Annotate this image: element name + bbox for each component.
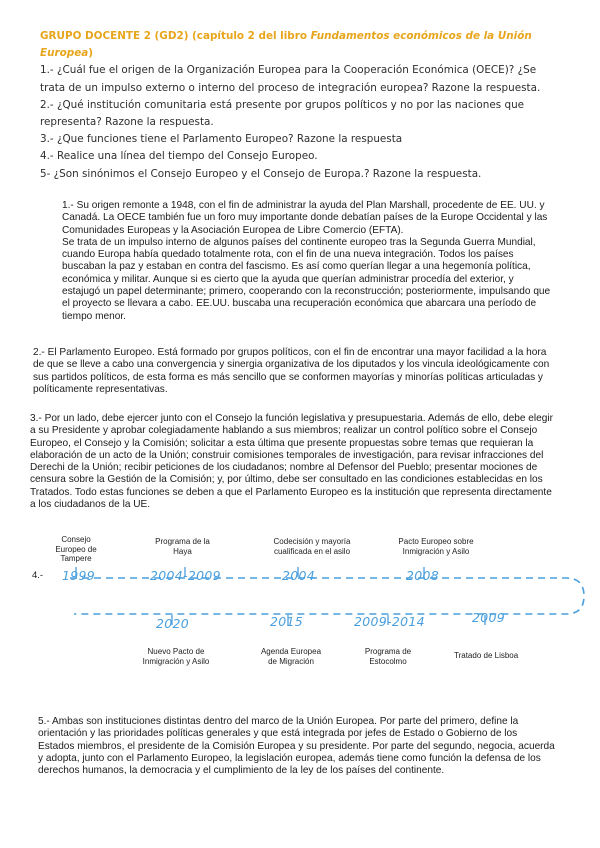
year-2004: 2004 [282, 568, 316, 583]
year-2004-2009: 2004-2009 [150, 568, 221, 583]
timeline-label-estocolmo: Programa de Estocolmo [364, 647, 412, 666]
question-1: 1.- ¿Cuál fue el origen de la Organización Europea para la Cooperación Económica (OECE)? ¿Se trata de un impulso externo o interno del proceso de integración europea? Razone la respuesta. [40, 64, 541, 94]
year-2015: 2015 [270, 614, 304, 629]
timeline-label-codecision: Codecisión y mayoría cualificada en el asilo [273, 537, 351, 556]
book-title: Fundamentos económicos de la Unión Europea [40, 30, 532, 60]
timeline-label-nuevo-pacto: Nuevo Pacto de Inmigración y Asilo [142, 647, 210, 666]
year-2020: 2020 [156, 616, 190, 631]
question-3: 3.- ¿Que funciones tiene el Parlamento Europeo? Razone la respuesta [40, 133, 403, 146]
question-4: 4.- Realice una línea del tiempo del Consejo Europeo. [40, 150, 318, 163]
questions-block [40, 28, 560, 183]
year-1999: 1999 [62, 568, 96, 583]
year-2009: 2009 [472, 610, 506, 625]
timeline-label-agenda: Agenda Europea de Migración [260, 647, 322, 666]
timeline-label-lisboa: Tratado de Lisboa [454, 651, 519, 660]
timeline-label-tampere: Consejo Europeo de Tampere [55, 535, 97, 563]
answer-1-paragraph-2: Se trata de un impulso interno de algunos países del continente europeo tras la Segunda Guerra Mundial, cuando Europa había quedado totalmente rota, con el fin de una nueva integración. Todos los países buscaban la paz y estaban en contra del fascismo. Es así como querían llegar a una hegemonía política, económica y militar. Aunque si es cierto que la ayuda que querían administrar procedía del exterior, y estajugó un papel determinante; primero, cooperando con la reconstrucción; posteriormente, impulsando que el proyecto se llevara a cabo. EE.UU. buscaba una recuperación económica que abarcara una período de tiempo menor. [62, 236, 551, 322]
year-2008: 2008 [406, 568, 440, 583]
question-2: 2.- ¿Qué institución comunitaria está presente por grupos políticos y no por las naciones que representa? Razone la respuesta. [40, 98, 525, 129]
timeline-label-pacto: Pacto Europeo sobre Inmigración y Asilo [398, 537, 474, 556]
answer-2: 2.- El Parlamento Europeo. Está formado por grupos políticos, con el fin de encontrar una mayor facilidad a la hora de que se lleve a cabo una convergencia y sinergia organizativa de los diputados y los vincula ideológicamente con sus partidos políticos, de esta forma es más sencillo que se conformen mayorías y minorías políticas articuladas y políticamente representativas. [33, 347, 550, 395]
year-2009-2014: 2009-2014 [354, 614, 425, 629]
question-5: 5- ¿Son sinónimos el Consejo Europeo y el Consejo de Europa.? Razone la respuesta. [40, 167, 482, 180]
timeline-line [70, 578, 584, 614]
answer-1-paragraph-1: 1.- Su origen remonte a 1948, con el fin de administrar la ayuda del Plan Marshall, procedente de EE. UU. y Canadá. La OECE también fue un foro muy importante donde debatían países de la Europe Occidental y las Comunidades Europeas y la Asociación Europea de Libre Comercio (EFTA). [62, 200, 548, 236]
timeline [0, 530, 600, 670]
timeline-label-haya: Programa de la Haya [155, 537, 210, 556]
answer-1 [62, 200, 552, 323]
assignment-title: GRUPO DOCENTE 2 (GD2) (capítulo 2 del libro Fundamentos económicos de la Unión Europea) [40, 30, 532, 60]
answer-3: 3.- Por un lado, debe ejercer junto con el Consejo la función legislativa y presupuestaria. Además de ello, debe elegir a su Presidente y aprobar colegiadamente hablando a sus miembros; realizar un control político sobre el Consejo Europeo, el Consejo y la Comisión; solicitar a esta última que presente propuestas sobre temas que requieran la elaboración de un acto de la Unión; construir comisiones temporales de investigación, para revisar infracciones del Derechi de la Unión; recibir peticiones de los ciudadanos; nombre al Defensor del Pueblo; presentar mociones de censura sobre la Gestión de la Comisión; y, por último, debe ser consultado en las condiciones establecidas en los Tratados. Todo estas funciones se deben a que el Parlamento Europeo es la institución que representa directamente a los ciudadanos de la UE. [30, 413, 553, 511]
timeline-number: 4.- [32, 570, 44, 581]
answer-5: 5.- Ambas son instituciones distintas dentro del marco de la Unión Europea. Por parte del primero, define la orientación y las prioridades políticas generales y que está integrada por jefes de Estado o Gobierno de los Estados miembros, el presidente de la Comisión Europea y su presidente. Por parte del segundo, negocia, acuerda y adopta, junto con el Parlamento Europeo, la legislación europea, además tiene como función la defensa de los derechos humanos, la democracia y el cumplimiento de la ley de los países del continente. [38, 716, 555, 777]
